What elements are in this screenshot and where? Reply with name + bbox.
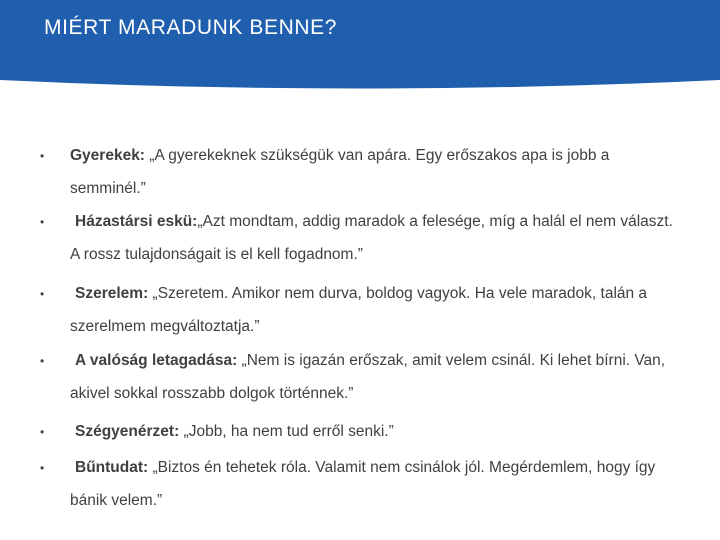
bullet-marker: • — [40, 149, 45, 163]
bullet-label: A valóság letagadása: — [75, 352, 238, 369]
bullet-marker: • — [40, 215, 45, 229]
bullet-text — [70, 415, 685, 448]
bullet-body: „Jobb, ha nem tud erről senki.” — [179, 423, 394, 440]
bullet-body: „Azt mondtam, addig maradok a felesége, míg a halál el nem választ. A rossz tulajdonságait is el kell fogadnom.” — [70, 213, 673, 263]
bullet-label: Szerelem: — [75, 285, 149, 302]
bullet-body: „A gyerekeknek szükségük van apára. Egy erőszakos apa is jobb a semminél.” — [70, 147, 610, 197]
bullet-marker: • — [40, 461, 45, 475]
bullet-text — [70, 205, 685, 271]
bullet-marker: • — [40, 287, 45, 301]
bullet-text — [70, 451, 685, 517]
slide-title: MIÉRT MARADUNK BENNE? — [44, 16, 338, 39]
bullet-text — [70, 344, 685, 410]
bullet-text — [70, 139, 685, 205]
bullet-label: Házastársi eskü: — [75, 213, 198, 230]
bullet-marker: • — [40, 354, 45, 368]
bullet-label: Szégyenérzet: — [75, 423, 180, 440]
bullet-label: Gyerekek: — [70, 147, 145, 164]
bullet-label: Bűntudat: — [75, 459, 149, 476]
bullet-text — [70, 277, 685, 343]
bullet-body: „Biztos én tehetek róla. Valamit nem csinálok jól. Megérdemlem, hogy így bánik velem.” — [70, 459, 656, 509]
bullet-body: „Nem is igazán erőszak, amit velem csinál. Ki lehet bírni. Van, akivel sokkal rosszabb dolgok történnek.” — [70, 352, 666, 402]
bullet-body: „Szeretem. Amikor nem durva, boldog vagyok. Ha vele maradok, talán a szerelmem megváltoztatja.” — [70, 285, 648, 335]
bullet-marker: • — [40, 425, 45, 439]
